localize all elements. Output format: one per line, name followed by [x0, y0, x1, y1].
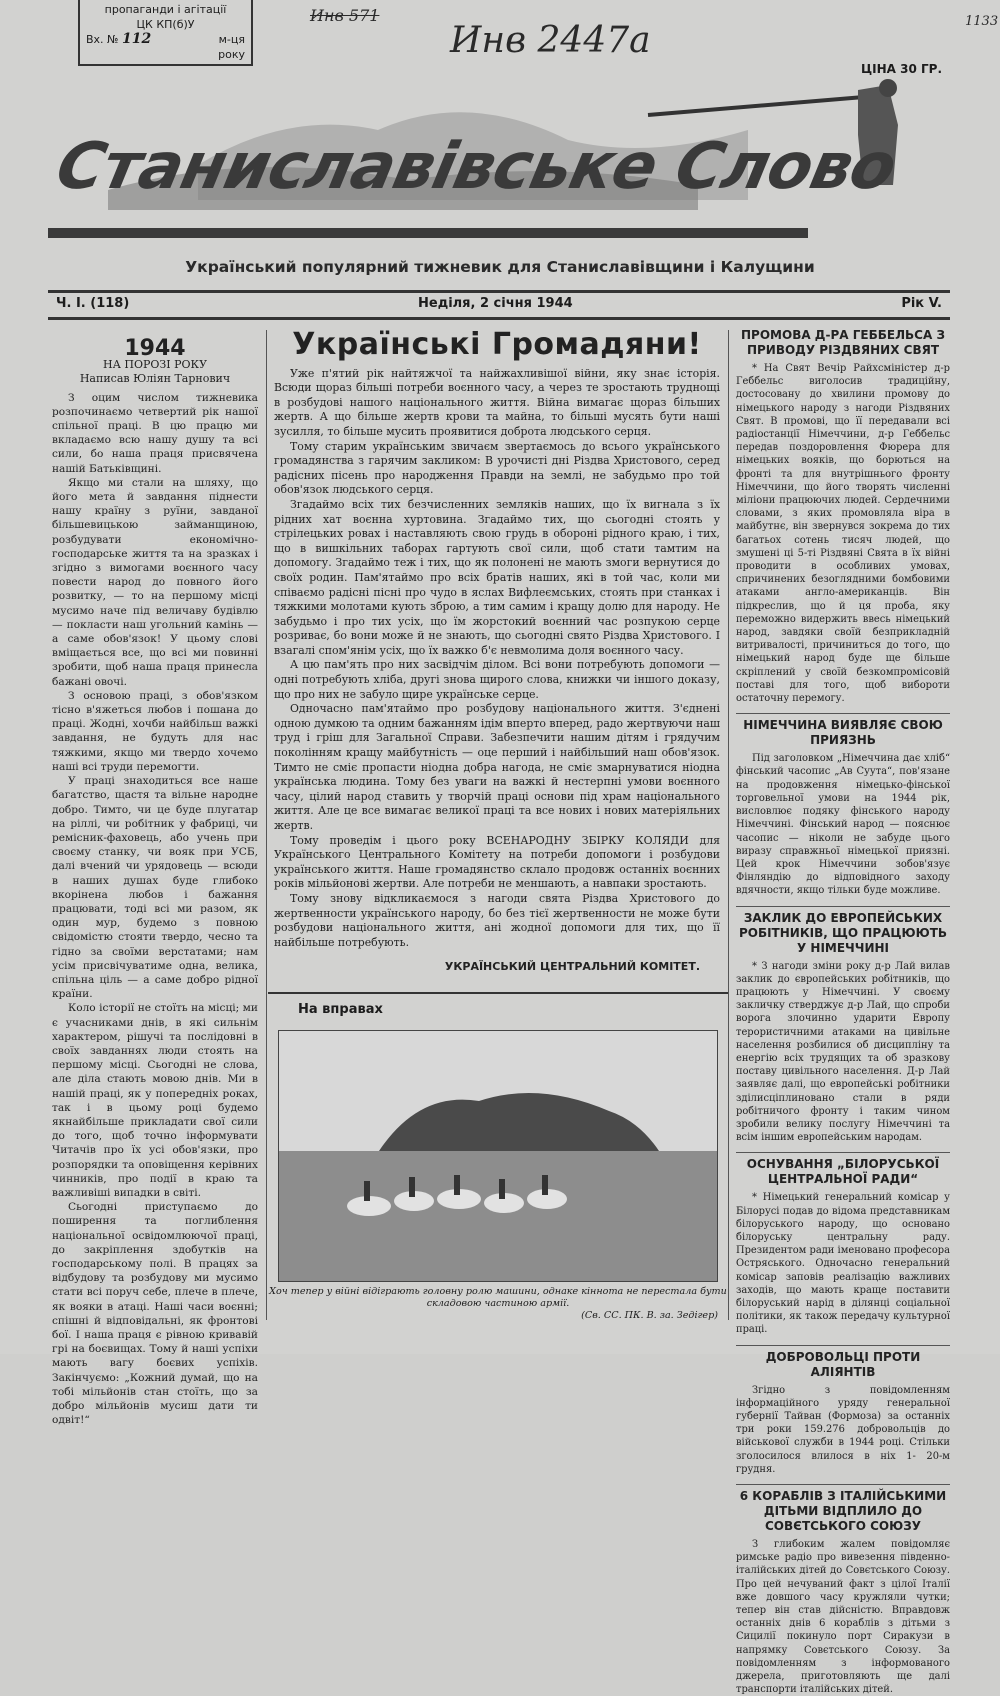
stamp-line2: ЦК КП(б)У [136, 18, 195, 31]
news-text: * На Свят Вечір Райхсміністер д-р Геббельс виголосив традиційну, достосовану до хвилини промову до німецького народу з нагоди Різдвяних Свят. В промові, що її передавали всі радіостанції Німеччини, д-р Геббельс передав поздоровлення Фюрера для німецьких вояків, що борються на фронті та для внутрішнього фронту Німеччини, що його творять численні міліони працюючих людей. Сердечними словами, з яких промовляла віра в майбутнє, він звернувся зокрема до тих багатьох сотень тисяч людей, що змушені ці 5-ті Різдвяні Свята в їх війні проводити в особливих умовах, спричинених безоглядними бомбовими атаками англо-американців. Він підкреслив, що й ця проба, яку переможно видержить ввесь німецький народ, завдяки своїй безприкладній витривалості, причиниться до того, що німецький народ буде ще більше скріплений у своїй безкомпромісовій поставі для того, щоб вибороти остаточну перемогу. [736, 363, 950, 705]
stamp-no: 112 [122, 31, 152, 47]
left-paragraph: Якщо ми стали на шляху, що його мета й завдання піднести нашу країну з руїни, завданої більшевицькою займанщиною, розбудувати економічно-господарське життя та на зразках і згідно з вимогами воєнного часу повести народ до повного його розвитку, — то на першому місці мусимо наче під величаву будівлю — покласти наш угольний камінь — а саме обов'язок! У цьому слові вміщається все, що всі ми повинні зробити, щоб наша праця принесла бажані овочі. [52, 476, 258, 688]
news-headline: ЗАКЛИК ДО ЕВРОПЕЙСЬКИХ РОБІТНИКІВ, ЩО ПРАЦЮЮТЬ У НІМЕЧЧИНІ [736, 906, 950, 956]
news-text: Згідно з повідомленням інформаційного уряду генеральної губернії Тайван (Формоза) за останніх три роки 159.276 добровольців до військової служби в 1944 році. Стільки зголосилося влилося в ніх 1- 20-м грудня. [736, 1384, 950, 1475]
archive-stamp [78, 0, 253, 66]
stamp-no-label: Вх. № [86, 33, 119, 46]
main-appeal-article [274, 328, 720, 975]
news-headline: ПРОМОВА Д-РА ГЕББЕЛЬСА З ПРИВОДУ РІЗДВЯНИХ СВЯТ [741, 328, 945, 357]
column-rule-right [728, 330, 729, 1320]
main-article-signature: УКРАЇНСЬКИЙ ЦЕНТРАЛЬНИЙ КОМІТЕТ. [444, 960, 700, 974]
left-column-article [52, 328, 258, 1427]
left-article-heading: 1944 [124, 336, 186, 361]
left-article-author: Написав Юліян Тарнович [79, 372, 231, 386]
handwritten-inventory-1: Инв 571 [310, 6, 380, 25]
stamp-year: року [218, 48, 245, 61]
left-paragraph: З оцим числом тижневика розпочинаємо четвертий рік нашої спільної праці. В цю працю ми вкладаємо всю нашу душу та всі сили, бо наша праця присвячена нашій Батьківщині. [52, 391, 258, 475]
dateline [48, 290, 950, 320]
left-paragraph: У праці знаходиться все наше багатство, щастя та вільне народне добро. Тимто, чи це буде плугатар на ріллі, чи робітник у фабриці, чи ремісник-фаховець, або учень при своєму станку, чи вояк при УСБ, далі вчений чи урядовець — всюди в наших душах буде глибоко вкорінена любов і бажання працювати, тоді всі ми разом, як один мур, будемо з повною свідомістю стояти твердо, чесно та гідно за своїми верстатами; нам усім присвічуватиме одна, велика, спільна ціль — а саме добро рідної країни. [52, 775, 258, 1001]
main-paragraph: Одночасно пам'ятаймо про розбудову національного життя. З'єднені одною думкою та одним бажанням ідім вперто вперед, радо жертвуючи наш труд і гріш для Загальної Справи. Забезпечити нашим дітям і грядучим поколінням кращу майбутність — оце перший і найбільший наш обов'язок. Тимто не сміє пропасти ніодна добра нагода, не сміє змарнуватися ніодна українська людина. Тому без уваги на важкі й нестерпні умови воєнного часу, цілий народ ставить у творчій праці основи під храм національного життя. Але це все вимагає великої праці та все нових і нових матеріяльних жертв. [274, 702, 720, 832]
column-rule-left [266, 330, 267, 1320]
left-paragraph: З основою праці, з обов'язком тісно в'яжеться любов і пошана до праці. Жодні, хочби найбільш важкі завдання, не будуть для нас тяжкими, якщо ми твердо хочемо наші всі труди перемогти. [52, 689, 258, 773]
cavalry-photo [278, 1030, 718, 1282]
left-paragraph: Сьогодні приступаємо до поширення та поглиблення національної освідомлюючої праці, до закріплення здобутків на господарському полі. В працях за відбудову та розбудову ми мусимо стати всі поруч себе, плече в плече, як вояки в атаці. Наші часи воєнні; спішні й відповідальні, як фронтові бої. І наша праця є рівною кривавій грі на боєвищах. Тому й наші успіхи мають вагу боєвих успіхів. Закінчуємо: „Кожний думай, що на тобі мільйонів стан стоїть, що за добро мільйонів мусиш дати ти одвіт!“ [52, 1201, 258, 1427]
newspaper-subtitle: Український популярний тижневик для Станиславівщини і Калущини [185, 258, 815, 276]
left-paragraph: Коло історії не стоїть на місці; ми є учасниками днів, в які сильнім характером, рішучі та послідовні в своїх завданнях люди стоять на першому місці. Сьогодні не слова, але діла стають мовою днів. Ми в нашій праці, як у попередніх роках, так і в цьому році будемо якнайбільше прикладати свої сили до того, щоб точно інформувати Читачів про їх усі обов'язки, про розпорядки та оповіщення керівних чинників, про події в краю та важливіші випадки в світі. [52, 1002, 258, 1199]
photo-section [268, 992, 728, 1324]
main-paragraph: Тому старим українським звичаєм звертаємось до всього українського громадянства з гарячим закликом: В урочисті дні Різдва Христового, серед радісних пісень про народження Правди на землі, не забудьмо про той обов'язок людського серця. [274, 439, 720, 497]
news-text: * З нагоди зміни року д-р Лай вилав заклик до європейських робітників, що працюють у Німеччині. У своєму закличку стверджує д-р Лай, що спроби ворога злочинно ударити Европу терористичними атаками на цивільне населення розбилися об дисципліну та енергію всіх трудящих та об зразкову поставу цивільного населення. Д-р Лай заявляє далі, що европейські робітники зділисціплиновано стали в ряди робітничого фронту і таким чином зробили велику послугу Німеччині та всім іншим европейським народам. [736, 960, 950, 1144]
handwritten-page-number: 1133 [965, 14, 999, 29]
photo-caption-text: Хоч тепер у війні відіграють головну ролю машини, однаке кіннота не перестала бути складовою частиною армії. [269, 1286, 727, 1309]
main-paragraph: Тому знову відкликаємося з нагоди свята Різдва Христового до жертвенности українського народу, бо без тієї жертвенности не може бути розбудови національного життя, ані жодної допомоги для тих, що її найбільше потребують. [274, 891, 720, 949]
main-paragraph: Тому проведім і цього року ВСЕНАРОДНУ ЗБІРКУ КОЛЯДИ для Українського Центрального Комітету на потреби допомоги і розбудови українського життя. Наше громадянство склало продовж останніх воєнних років мільйонові жертви. Але потреби не меншають, а навпаки зростають. [274, 833, 720, 891]
news-text: Під заголовком „Німеччина дає хліб“ фінський часопис „Ав Суута“, пов'язане на продовження німецько-фінської торговельної умови на 1944 рік, висловлює подяку фінського народу Німеччині. Фінський народ — пояснює часопис — ніколи не забуде цього виразу справжньої німецької приязні. Цей крок Німеччини зобов'язує Фінляндію до відповідного заходу вдячности, якщо тільки буде можливе. [736, 753, 950, 897]
news-text: * Німецький генеральний комісар у Білорусі подав до відома представникам білоруського народу, що основано білоруську центральну раду. Президентом ради іменовано професора Остряського. Одночасно генеральний комісар заповів реалізацію важливих заходів, що мають краще поставити білоруський нарід в ділянці соціальної політики, як також передачу культурної праці. [736, 1192, 950, 1336]
main-article-title: Українські Громадяни! [292, 327, 702, 362]
main-paragraph: А цю пам'ять про них засвідчім ділом. Всі вони потребують допомоги — одні потребують хліба, другі знова щирого слова, книжки чи іншого доказу, що про них не забуло щире українське серце. [274, 658, 720, 701]
stamp-line1: пропаганди і агітації [104, 3, 227, 16]
cavalry-photo-illustration [279, 1031, 717, 1281]
news-headline: НІМЕЧЧИНА ВИЯВЛЯЄ СВОЮ ПРИЯЗНЬ [736, 713, 950, 748]
main-paragraph: Уже п'ятий рік найтяжчої та найжахливішої війни, яку знає історія. Всюди щораз більші потреби воєнного часу, а через те зростають труднощі в розбудові нашого національного життя. Війна вимагає щораз більших жертв. А що більше жертв крови та майна, то більші мусять бути наші зусилля, то більше мусить проявитися доброта людського серця. [274, 366, 720, 438]
photo-credit: (Св. СС. ПК. В. за. Зедігер) [581, 1310, 718, 1321]
main-paragraph: Згадаймо всіх тих безчисленних земляків наших, що їх вигнала з їх рідних хат воєнна хуртовина. Згадаймо тих, що сьогодні стоять у стрілецьких ровах і наставляють свою грудь в обороні рідного краю, і тих, що в вишкільних таборах гартують свої сили, щоб стати тамтим на допомогу. Згадаймо теж і тих, що як полонені не мають змоги вернутися до своїх родин. Пам'ятаймо про всіх братів наших, які в той час, коли ми співаємо радісні пісні про чудо в яслах Вифлеємських, стоять при станках і тяжкими молотами кують зброю, а тим самим і кращу долю для народу. Не забудьмо і про тих усіх, що їм жорстокий воєнний час розпукою серце розриває, бо вони може й не знають, що сьогодні свято Різдва Христового. І взагалі спом'янім усіх, що їх важко б'є невмолима доля воєнного часу. [274, 497, 720, 657]
issue-date: Неділя, 2 січня 1944 [418, 296, 573, 311]
photo-label: На вправах [298, 1002, 383, 1017]
issue-number: Ч. І. (118) [56, 296, 130, 311]
price-label: ЦІНА 30 ГР. [861, 62, 942, 76]
news-text: З глибоким жалем повідомляє римське радіо про вивезення південно-італійських дітей до Совєтського Союзу. Про цей нечуваний факт з цілої Італії вже довшого часу кружляли чутки; тепер він став дійсністю. Вправдовж останніх днів 6 кораблів з дітьми з Сицилії покинуло порт Сиракузи в напрямку Совєтського Союзу. За повідомленням з інформованого джерела, приготовляють ще далі транспорти італійських дітей. [736, 1539, 950, 1696]
stamp-month: м-ця [218, 33, 245, 46]
news-headline: 6 КОРАБЛІВ З ІТАЛІЙСЬКИМИ ДІТЬМИ ВІДПЛИЛО ДО СОВЄТСЬКОГО СОЮЗУ [736, 1484, 950, 1534]
news-headline: ДОБРОВОЛЬЦІ ПРОТИ АЛІЯНТІВ [736, 1345, 950, 1380]
handwritten-inventory-2: Инв 2447а [450, 20, 651, 61]
left-article-subheading: НА ПОРОЗІ РОКУ [102, 358, 208, 372]
right-column-news [736, 328, 950, 1696]
masthead [48, 70, 950, 270]
newspaper-title: Станиславівське Слово [50, 130, 902, 204]
issue-year: Рік V. [901, 296, 942, 311]
photo-caption [268, 1286, 728, 1322]
news-headline: ОСНУВАННЯ „БІЛОРУСЬКОЇ ЦЕНТРАЛЬНОЇ РАДИ“ [736, 1152, 950, 1187]
